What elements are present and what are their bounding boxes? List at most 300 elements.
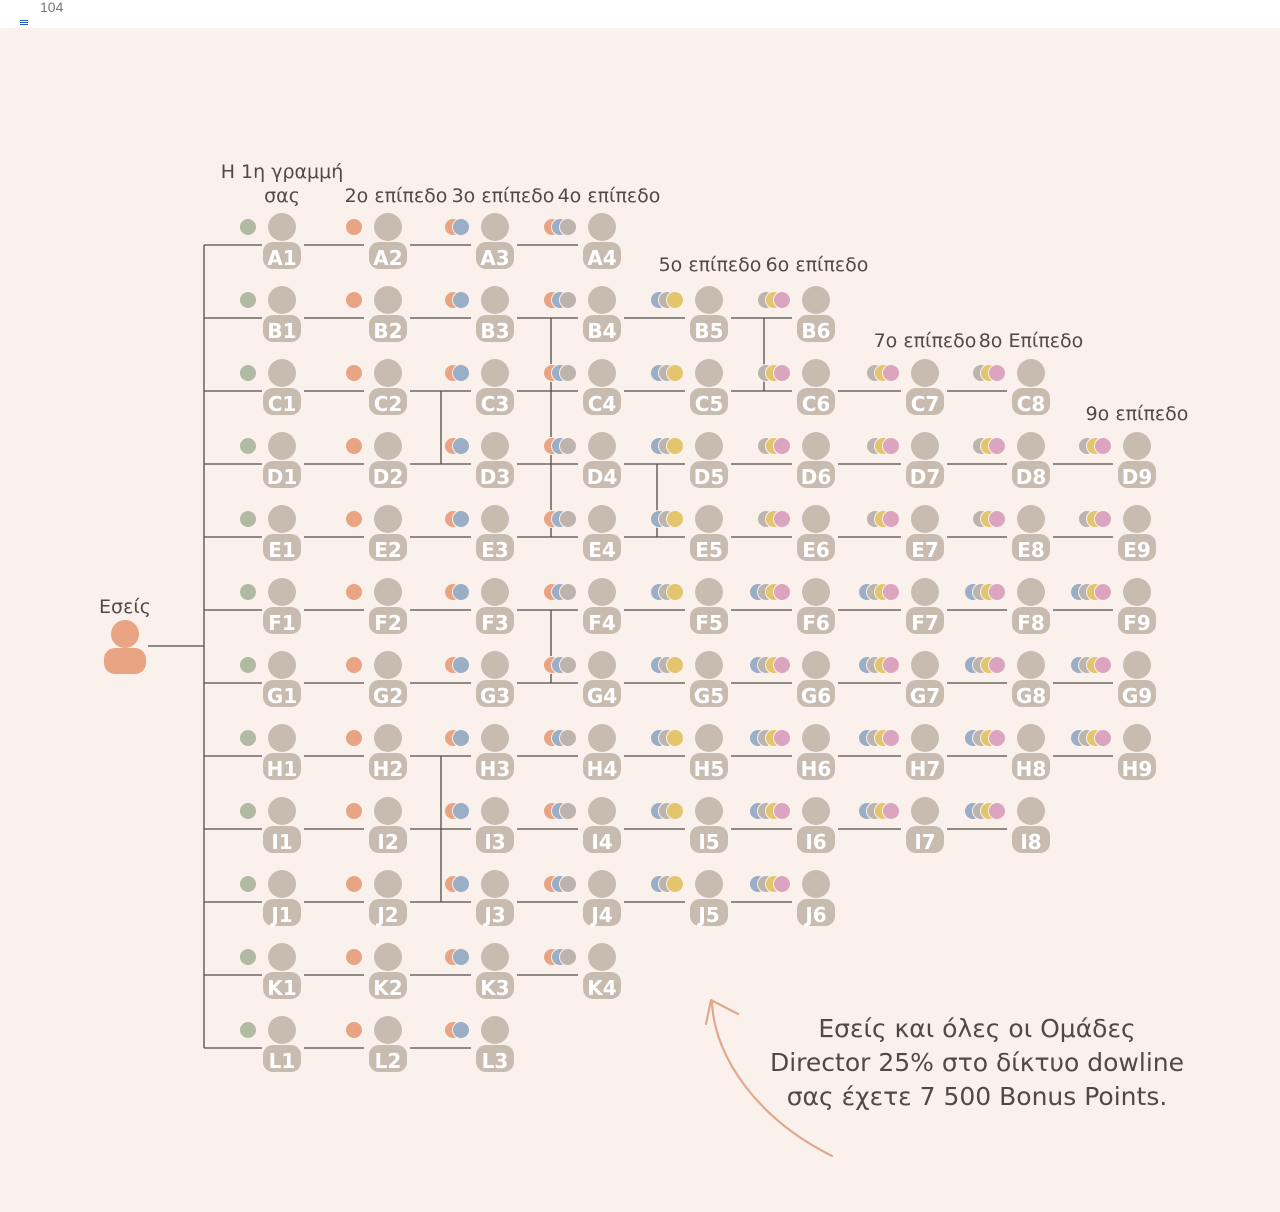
caption-line-3: σας έχετε 7 500 Bonus Points. [786,1082,1168,1111]
node-label: G8 [1015,684,1047,708]
person-head-icon [695,797,723,825]
node-H8 [1012,724,1050,781]
level-heading-9: 9ο επίπεδο [1085,403,1189,425]
level-heading-8: 8ο Επίπεδο [978,330,1084,352]
node-label: H8 [1015,757,1047,781]
node-label: K3 [480,976,510,1000]
node-label: F8 [1017,611,1045,635]
person-head-icon [695,870,723,898]
node-label: E3 [481,538,509,562]
caption-line-1: Εσείς και όλες οι Ομάδες [818,1014,1136,1043]
node-label: F3 [481,611,509,635]
dot-pink-I6 [774,803,791,820]
dot-blue-K3 [453,949,470,966]
node-I3 [476,797,514,854]
person-head-icon [802,724,830,752]
person-head-icon [1017,651,1045,679]
dot-pink-E9 [1095,511,1112,528]
node-label: I7 [914,830,936,854]
node-label: D8 [1015,465,1047,489]
dot-blue-D3 [453,438,470,455]
node-label: B4 [587,319,617,343]
node-label: F2 [374,611,402,635]
dot-green-A1 [240,219,257,236]
person-head-icon [1017,724,1045,752]
person-head-icon [588,286,616,314]
dot-orange-C2 [346,365,363,382]
node-G3 [476,651,514,708]
node-label: F5 [695,611,723,635]
person-head-icon [268,797,296,825]
node-E6 [797,505,835,562]
node-label: A1 [267,246,297,270]
person-head-icon [802,359,830,387]
person-head-icon [1017,797,1045,825]
person-head-icon [481,651,509,679]
dot-orange-I2 [346,803,363,820]
dot-orange-B2 [346,292,363,309]
node-G2 [369,651,407,708]
dot-orange-D2 [346,438,363,455]
dot-orange-J2 [346,876,363,893]
person-head-icon [911,724,939,752]
caption-line-2: Director 25% στο δίκτυο dowline [769,1048,1184,1077]
person-head-icon [911,797,939,825]
node-L3 [476,1016,514,1073]
node-F5 [690,578,728,635]
person-head-icon [1123,432,1151,460]
person-head-icon [695,505,723,533]
person-head-icon [268,578,296,606]
dot-pink-G9 [1095,657,1112,674]
dot-pink-F9 [1095,584,1112,601]
node-label: C8 [1016,392,1046,416]
dot-grey-D4 [560,438,577,455]
node-H5 [690,724,728,781]
person-head-icon [1123,578,1151,606]
node-I8 [1012,797,1050,854]
node-label: B1 [267,319,297,343]
dot-green-D1 [240,438,257,455]
node-I7 [906,797,944,854]
node-B4 [583,286,621,343]
dot-pink-C8 [989,365,1006,382]
dot-orange-A2 [346,219,363,236]
node-label: A3 [480,246,510,270]
person-head-icon [481,578,509,606]
dot-green-F1 [240,584,257,601]
node-I6 [797,797,835,854]
node-J2 [369,870,407,927]
person-head-icon [1017,578,1045,606]
person-head-icon [481,432,509,460]
dot-pink-H7 [883,730,900,747]
person-head-icon [268,943,296,971]
node-label: C3 [480,392,510,416]
dot-pink-G6 [774,657,791,674]
node-label: C7 [910,392,940,416]
dot-pink-I7 [883,803,900,820]
person-head-icon [802,870,830,898]
node-A1 [263,213,301,270]
person-head-icon [481,943,509,971]
node-label: H7 [909,757,941,781]
node-L1 [263,1016,301,1073]
node-label: I2 [377,830,399,854]
node-D1 [263,432,301,489]
dot-orange-H2 [346,730,363,747]
node-H2 [369,724,407,781]
node-F9 [1118,578,1156,635]
node-K1 [263,943,301,1000]
person-head-icon [695,286,723,314]
node-label: K2 [373,976,403,1000]
node-K2 [369,943,407,1000]
node-K3 [476,943,514,1000]
dot-blue-L3 [453,1022,470,1039]
node-label: L1 [268,1049,296,1073]
node-G6 [797,651,835,708]
person-head-icon [588,870,616,898]
dot-green-C1 [240,365,257,382]
person-head-icon [802,651,830,679]
node-label: E8 [1017,538,1045,562]
dot-pink-G7 [883,657,900,674]
level-heading-2: 2ο επίπεδο [344,185,448,207]
dot-green-G1 [240,657,257,674]
dot-pink-D7 [883,438,900,455]
person-head-icon [268,651,296,679]
node-K4 [583,943,621,1000]
node-label: J1 [271,903,293,927]
dot-pink-D9 [1095,438,1112,455]
node-C2 [369,359,407,416]
node-label: J6 [805,903,827,927]
dot-grey-J4 [560,876,577,893]
person-head-icon [588,359,616,387]
node-label: D9 [1121,465,1153,489]
person-head-icon [588,213,616,241]
node-E1 [263,505,301,562]
person-head-icon [802,797,830,825]
node-label: H1 [266,757,298,781]
node-label: J2 [377,903,399,927]
dot-grey-H4 [560,730,577,747]
dot-yellow-F5 [667,584,684,601]
dot-blue-A3 [453,219,470,236]
node-C6 [797,359,835,416]
node-label: D4 [586,465,618,489]
person-head-icon [374,651,402,679]
person-head-icon [481,505,509,533]
dot-blue-J3 [453,876,470,893]
node-H9 [1118,724,1156,781]
person-head-icon [911,505,939,533]
node-J4 [583,870,621,927]
dot-pink-F8 [989,584,1006,601]
dot-grey-I4 [560,803,577,820]
node-D6 [797,432,835,489]
node-label: C2 [373,392,403,416]
person-head-icon [374,724,402,752]
person-head-icon [695,432,723,460]
node-F2 [369,578,407,635]
dot-green-L1 [240,1022,257,1039]
person-head-icon [588,797,616,825]
node-label: G3 [479,684,511,708]
node-label: H5 [693,757,725,781]
node-label: I6 [805,830,827,854]
level-heading-5: 5ο επίπεδο [658,254,762,276]
node-F7 [906,578,944,635]
node-J5 [690,870,728,927]
person-head-icon [374,1016,402,1044]
dot-pink-E7 [883,511,900,528]
dot-grey-G4 [560,657,577,674]
node-label: F1 [268,611,296,635]
person-head-icon [802,505,830,533]
node-C8 [1012,359,1050,416]
node-D3 [476,432,514,489]
person-head-icon [268,359,296,387]
node-label: C5 [694,392,724,416]
root-node [99,596,151,674]
node-D9 [1118,432,1156,489]
person-head-icon [1123,724,1151,752]
person-head-icon [1017,432,1045,460]
caption [752,1012,1202,1114]
node-label: D1 [266,465,298,489]
dot-grey-K4 [560,949,577,966]
dot-grey-F4 [560,584,577,601]
node-label: I4 [591,830,613,854]
node-D5 [690,432,728,489]
node-B3 [476,286,514,343]
dot-pink-C7 [883,365,900,382]
dot-yellow-G5 [667,657,684,674]
person-head-icon [588,651,616,679]
person-head-icon [268,505,296,533]
person-head-icon [695,724,723,752]
dot-pink-E6 [774,511,791,528]
node-H3 [476,724,514,781]
node-label: J3 [484,903,506,927]
node-label: G1 [266,684,298,708]
node-label: C1 [267,392,297,416]
person-head-icon [911,432,939,460]
dot-yellow-E5 [667,511,684,528]
node-label: G9 [1121,684,1153,708]
dot-yellow-I5 [667,803,684,820]
node-E8 [1012,505,1050,562]
dot-yellow-J5 [667,876,684,893]
person-head-icon [1017,359,1045,387]
person-head-icon [268,724,296,752]
person-head-icon [481,724,509,752]
node-label: E5 [695,538,723,562]
person-head-icon [802,286,830,314]
dot-green-H1 [240,730,257,747]
node-E5 [690,505,728,562]
dot-pink-F7 [883,584,900,601]
node-F3 [476,578,514,635]
node-label: F7 [911,611,939,635]
node-G7 [906,651,944,708]
node-E3 [476,505,514,562]
node-label: G4 [586,684,618,708]
dot-pink-C6 [774,365,791,382]
node-C5 [690,359,728,416]
person-head-icon [588,724,616,752]
node-label: G5 [693,684,725,708]
dot-pink-B6 [774,292,791,309]
node-label: I5 [698,830,720,854]
node-E4 [583,505,621,562]
person-head-icon [911,651,939,679]
node-label: L3 [481,1049,509,1073]
node-E2 [369,505,407,562]
person-head-icon [481,870,509,898]
person-head-icon [481,1016,509,1044]
node-E7 [906,505,944,562]
node-C4 [583,359,621,416]
level-heading-4: 4ο επίπεδο [557,185,661,207]
node-label: J5 [698,903,720,927]
dot-pink-I8 [989,803,1006,820]
dot-blue-E3 [453,511,470,528]
person-head-icon [695,578,723,606]
node-B6 [797,286,835,343]
node-label: E7 [911,538,939,562]
node-F4 [583,578,621,635]
node-label: H4 [586,757,618,781]
node-H7 [906,724,944,781]
node-G8 [1012,651,1050,708]
dot-yellow-B5 [667,292,684,309]
dot-orange-E2 [346,511,363,528]
dot-pink-J6 [774,876,791,893]
dot-pink-G8 [989,657,1006,674]
node-G9 [1118,651,1156,708]
person-head-icon [695,359,723,387]
root-person-body-icon [104,648,146,674]
dot-pink-D8 [989,438,1006,455]
node-D4 [583,432,621,489]
level-heading-3: 3ο επίπεδο [451,185,555,207]
dot-pink-H6 [774,730,791,747]
node-label: A2 [373,246,403,270]
node-G1 [263,651,301,708]
person-head-icon [481,797,509,825]
root-label: Εσείς [99,596,151,618]
node-label: B5 [694,319,724,343]
node-label: H6 [800,757,832,781]
node-label: F4 [588,611,616,635]
person-head-icon [374,797,402,825]
person-head-icon [481,359,509,387]
dot-green-B1 [240,292,257,309]
person-head-icon [374,432,402,460]
node-label: B2 [373,319,403,343]
node-D7 [906,432,944,489]
node-L2 [369,1016,407,1073]
node-F8 [1012,578,1050,635]
dot-grey-C4 [560,365,577,382]
dot-orange-G2 [346,657,363,674]
node-H6 [797,724,835,781]
dot-green-J1 [240,876,257,893]
level-heading-6: 6ο επίπεδο [765,254,869,276]
person-head-icon [374,505,402,533]
node-I4 [583,797,621,854]
dot-yellow-H5 [667,730,684,747]
node-label: K1 [267,976,297,1000]
person-head-icon [695,651,723,679]
person-head-icon [911,578,939,606]
node-label: D2 [372,465,404,489]
node-label: E4 [588,538,616,562]
node-label: I1 [271,830,293,854]
node-label: C6 [801,392,831,416]
level-heading-1: σας [264,185,300,207]
arrow-head-icon [706,1000,738,1024]
node-H4 [583,724,621,781]
node-label: E2 [374,538,402,562]
node-C7 [906,359,944,416]
dot-yellow-C5 [667,365,684,382]
node-C1 [263,359,301,416]
node-A4 [583,213,621,270]
dot-orange-F2 [346,584,363,601]
dot-grey-B4 [560,292,577,309]
person-head-icon [268,870,296,898]
node-label: G7 [909,684,941,708]
person-head-icon [1017,505,1045,533]
person-head-icon [268,286,296,314]
dot-blue-G3 [453,657,470,674]
node-F6 [797,578,835,635]
dot-pink-F6 [774,584,791,601]
level-heading-7: 7ο επίπεδο [873,330,977,352]
person-head-icon [374,578,402,606]
person-head-icon [374,943,402,971]
node-label: F9 [1123,611,1151,635]
dot-pink-E8 [989,511,1006,528]
node-label: D5 [693,465,725,489]
dot-blue-F3 [453,584,470,601]
node-A2 [369,213,407,270]
node-label: G6 [800,684,832,708]
person-head-icon [802,578,830,606]
node-label: I8 [1020,830,1042,854]
person-head-icon [374,359,402,387]
person-head-icon [802,432,830,460]
node-J1 [263,870,301,927]
person-head-icon [588,505,616,533]
dot-blue-I3 [453,803,470,820]
dot-blue-H3 [453,730,470,747]
person-head-icon [268,213,296,241]
person-head-icon [588,943,616,971]
node-J3 [476,870,514,927]
person-head-icon [1123,651,1151,679]
node-I2 [369,797,407,854]
node-H1 [263,724,301,781]
node-B2 [369,286,407,343]
node-label: H3 [479,757,511,781]
node-C3 [476,359,514,416]
person-head-icon [268,1016,296,1044]
